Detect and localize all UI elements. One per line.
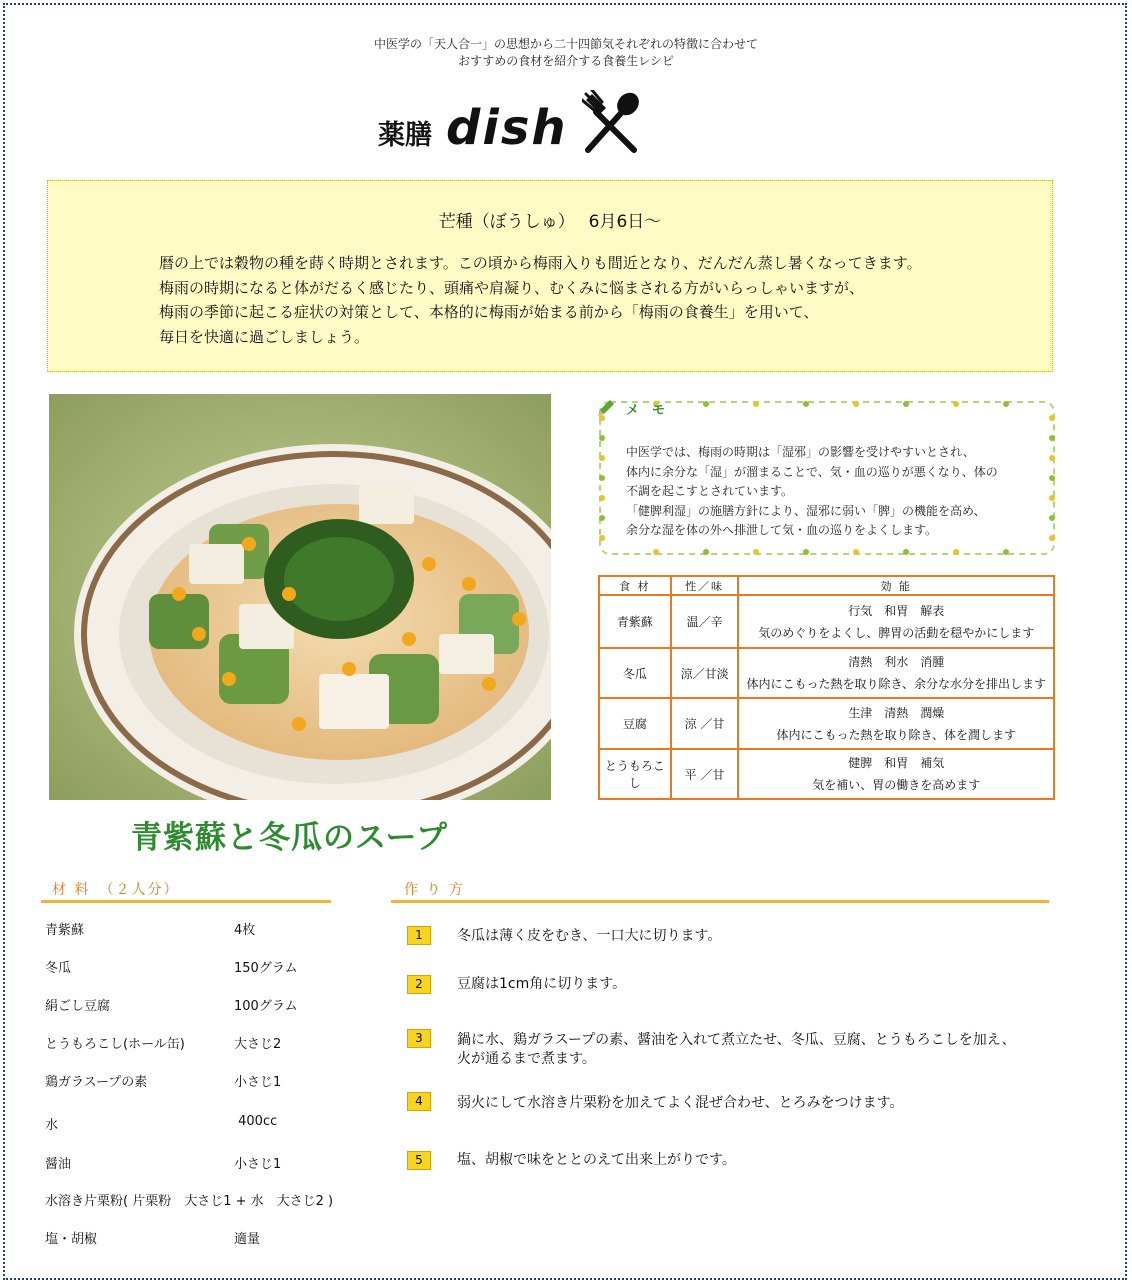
row-nature: 涼 ／甘 bbox=[671, 698, 739, 749]
effect-keywords: 健脾 和胃 補気 bbox=[848, 756, 945, 770]
effect-description: 気のめぐりをよくし、脾胃の活動を穏やかにします bbox=[758, 625, 1035, 640]
ingredients-divider bbox=[41, 900, 331, 903]
herb-table bbox=[598, 575, 1055, 800]
row-food: 豆腐 bbox=[599, 698, 671, 749]
table-row bbox=[599, 749, 1054, 799]
row-effect bbox=[738, 749, 1054, 799]
ingredient-qty: 小さじ1 bbox=[234, 1157, 282, 1172]
memo-line: 体内に余分な「湿」が溜まることで、気・血の巡りが悪くなり、体の bbox=[626, 464, 998, 479]
table-row bbox=[599, 648, 1054, 698]
row-food: 冬瓜 bbox=[599, 648, 671, 698]
brand-jp: 薬膳 bbox=[378, 120, 432, 151]
season-line: 梅雨の季節に起こる症状の対策として、本格的に梅雨が始まる前から「梅雨の食養生」を用いて、 bbox=[159, 303, 819, 321]
dish-title: 青紫蘇と冬瓜のスープ bbox=[131, 820, 448, 856]
effect-keywords: 清熱 利水 消腫 bbox=[848, 655, 945, 669]
memo-line: 「健脾利湿」の施膳方針により、湿邪に弱い「脾」の機能を高め、 bbox=[626, 503, 986, 518]
step-text: 冬瓜は薄く皮をむき、一口大に切ります。 bbox=[457, 928, 722, 944]
step-text: 塩、胡椒で味をととのえて出来上がりです。 bbox=[457, 1152, 736, 1168]
table-header-row bbox=[599, 576, 1054, 595]
ingredients-heading: 材 料 （２人分） bbox=[52, 882, 180, 898]
step-number: 1 bbox=[407, 926, 431, 945]
ingredient-qty: 150グラム bbox=[234, 961, 298, 976]
step-text: 鍋に水、鶏ガラスープの素、醤油を入れて煮立たせ、冬瓜、豆腐、とうもろこしを加え、 bbox=[457, 1032, 1016, 1048]
row-food: とうもろこし bbox=[599, 749, 671, 799]
intro-line-1: 中医学の「天人合一」の思想から二十四節気それぞれの特徴に合わせて bbox=[373, 37, 758, 51]
memo-title bbox=[596, 398, 665, 418]
ingredient-name: 水 bbox=[45, 1118, 59, 1133]
ingredient-name: 青紫蘇 bbox=[45, 923, 85, 938]
effect-description: 体内にこもった熱を取り除き、余分な水分を排出します bbox=[746, 677, 1046, 691]
row-nature: 温／辛 bbox=[671, 595, 739, 648]
step-number: 3 bbox=[407, 1029, 431, 1048]
memo-title-text: メ モ bbox=[626, 402, 666, 418]
memo-body bbox=[626, 443, 998, 541]
brand-logo bbox=[378, 90, 644, 156]
step-number: 2 bbox=[407, 975, 431, 994]
step-text: 豆腐は1cm角に切ります。 bbox=[457, 976, 627, 992]
step-number: 4 bbox=[407, 1092, 431, 1111]
ingredient-qty: 小さじ1 bbox=[234, 1075, 282, 1090]
row-effect bbox=[738, 595, 1054, 648]
steps-divider bbox=[391, 900, 1049, 903]
season-body bbox=[159, 251, 922, 349]
step-text: 弱火にして水溶き片栗粉を加えてよく混ぜ合わせ、とろみをつけます。 bbox=[457, 1095, 904, 1111]
step-text: 火が通るまで煮ます。 bbox=[457, 1051, 596, 1067]
memo-line: 不調を起こすとされています。 bbox=[626, 484, 794, 499]
row-nature: 涼／甘淡 bbox=[671, 648, 739, 698]
table-row bbox=[599, 595, 1054, 648]
season-line: 梅雨の時期になると体がだるく感じたり、頭痛や肩凝り、むくみに悩まされる方がいらっしゃいますが、 bbox=[159, 278, 865, 297]
season-line: 毎日を快適に過ごしましょう。 bbox=[159, 327, 370, 346]
ingredient-qty: 400cc bbox=[234, 1114, 278, 1129]
effect-description: 気を補い、胃の働きを高めます bbox=[812, 778, 981, 792]
header-effect: 効 能 bbox=[738, 576, 1054, 595]
effect-description: 体内にこもった熱を取り除き、体を潤します bbox=[776, 727, 1016, 742]
ingredient-name: 水溶き片栗粉( 片栗粉 大さじ1 + 水 大さじ2 ) bbox=[45, 1194, 334, 1209]
fork-spoon-icon bbox=[582, 90, 644, 154]
ingredient-name: 塩・胡椒 bbox=[45, 1232, 98, 1247]
pencil-icon bbox=[596, 398, 616, 418]
steps-heading: 作 り 方 bbox=[404, 882, 465, 898]
memo-line: 中医学では、梅雨の時期は「湿邪」の影響を受けやすいとされ、 bbox=[626, 445, 975, 459]
intro-line-2: おすすめの食材を紹介する食養生レシピ bbox=[458, 54, 674, 68]
row-food: 青紫蘇 bbox=[599, 595, 671, 648]
table-row bbox=[599, 698, 1054, 749]
row-nature: 平 ／甘 bbox=[671, 749, 739, 799]
header-food: 食 材 bbox=[599, 576, 671, 595]
ingredient-name: とうもろこし(ホール缶) bbox=[45, 1037, 185, 1052]
ingredient-name: 鶏ガラスープの素 bbox=[45, 1075, 148, 1090]
row-effect bbox=[738, 698, 1054, 749]
step-number: 5 bbox=[407, 1151, 431, 1170]
effect-keywords: 行気 和胃 解表 bbox=[848, 603, 945, 618]
season-line: 暦の上では穀物の種を蒔く時期とされます。この頃から梅雨入りも間近となり、だんだん蒸し暑くなってきます。 bbox=[159, 254, 922, 272]
season-box bbox=[47, 180, 1053, 372]
ingredient-qty: 適量 bbox=[234, 1232, 261, 1247]
ingredient-name: 醤油 bbox=[45, 1157, 72, 1172]
ingredient-name: 絹ごし豆腐 bbox=[45, 999, 111, 1014]
brand-en: dish bbox=[446, 100, 568, 156]
ingredient-qty: 大さじ2 bbox=[234, 1037, 282, 1052]
season-title: 芒種（ぼうしゅ） 6月6日～ bbox=[438, 212, 662, 232]
ingredient-name: 冬瓜 bbox=[45, 961, 72, 976]
ingredient-qty: 100グラム bbox=[234, 999, 298, 1014]
memo-line: 余分な湿を体の外へ排泄して気・血の巡りをよくします。 bbox=[626, 523, 938, 538]
header-nature: 性／味 bbox=[671, 576, 739, 595]
row-effect bbox=[738, 648, 1054, 698]
soup-photo bbox=[49, 394, 551, 800]
effect-keywords: 生津 清熱 潤燥 bbox=[848, 705, 945, 720]
ingredient-qty: 4枚 bbox=[234, 923, 256, 938]
